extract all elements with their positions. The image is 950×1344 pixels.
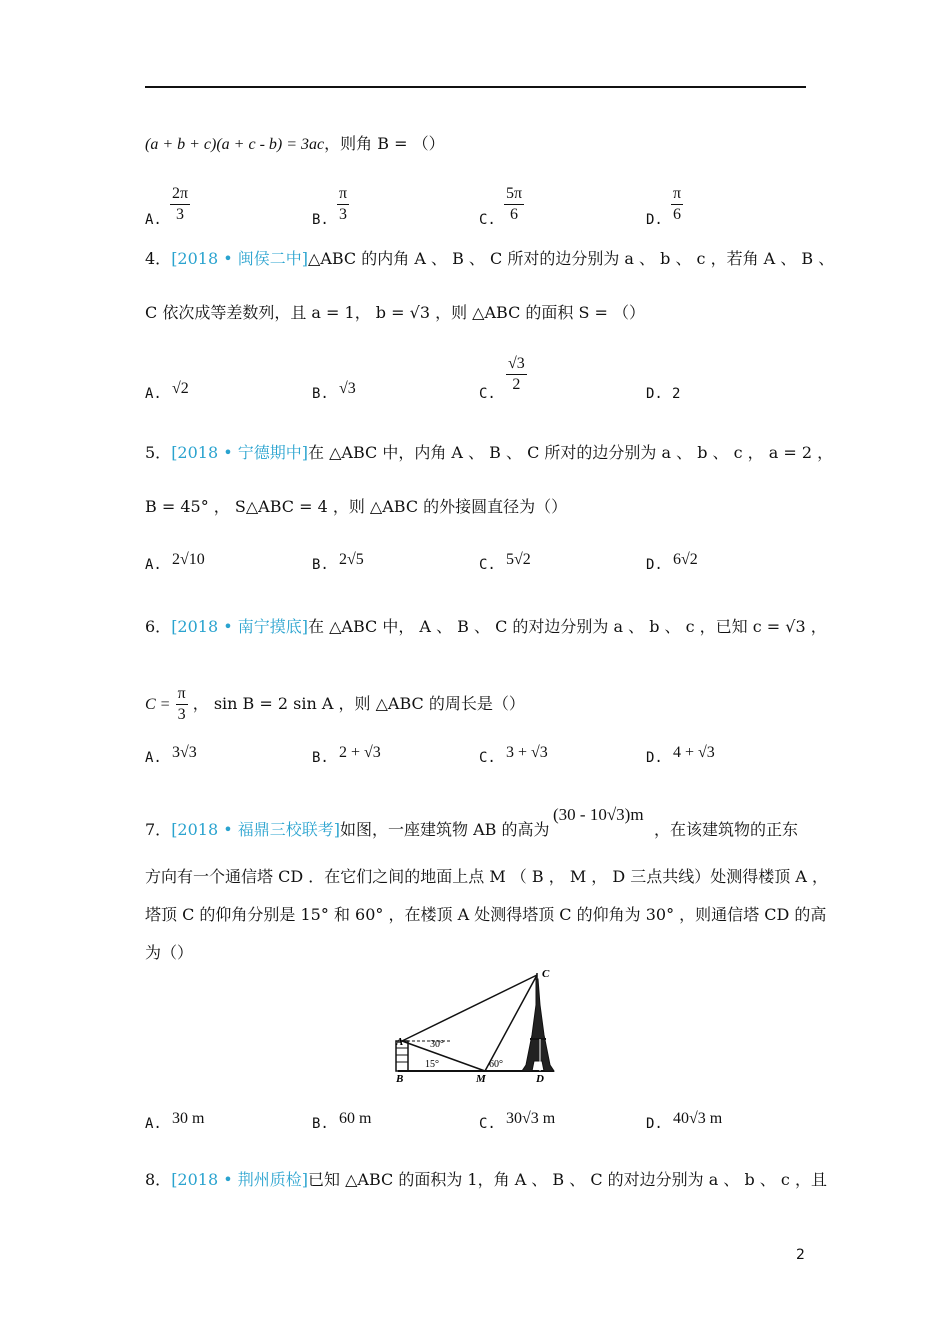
q6-option-b: 2 + √3 — [339, 744, 381, 761]
q6-number: 6． — [145, 617, 172, 636]
q3-option-b-letter: B. — [312, 212, 329, 228]
q3-option-d-letter: D. — [646, 212, 663, 228]
q6-option-a-letter: A. — [145, 750, 162, 766]
q8-line1 — [145, 1167, 827, 1190]
q4-number: 4． — [145, 249, 172, 268]
q7-height: (30 - 10√3)m — [553, 805, 644, 824]
q7-figure — [390, 965, 570, 1087]
q3-option-c-den: 6 — [510, 206, 519, 223]
q6-option-b-letter: B. — [312, 750, 329, 766]
q7-option-a-letter: A. — [145, 1116, 162, 1132]
q3-option-b-num: π — [337, 184, 349, 205]
q3-option-a-num: 2π — [170, 184, 190, 205]
q5-option-a: 2√10 — [172, 551, 205, 568]
angle-30: 30° — [430, 1039, 444, 1050]
q6-option-a: 3√3 — [172, 744, 197, 761]
header-rule — [145, 86, 806, 88]
q5-option-b-letter: B. — [312, 557, 329, 573]
q4-option-a: √2 — [172, 380, 189, 397]
q5-option-c: 5√2 — [506, 551, 531, 568]
q7-line4: 为（） — [145, 943, 194, 962]
q7-option-c-letter: C. — [479, 1116, 496, 1132]
q3-option-d-num: π — [671, 184, 683, 205]
q6-source-tag: [2018 • 南宁摸底] — [171, 617, 309, 636]
q7-line1 — [145, 817, 550, 840]
q5-line2: B = 45° ， S△ABC = 4 ，则 △ABC 的外接圆直径为（） — [145, 497, 568, 516]
q4-line1 — [145, 246, 834, 269]
q6-line1 — [145, 614, 827, 637]
angle-15: 15° — [425, 1059, 439, 1070]
q5-option-a-letter: A. — [145, 557, 162, 573]
q5-line1 — [145, 440, 833, 463]
q4-source-tag: [2018 • 闽侯二中] — [171, 249, 309, 268]
q6-option-c-letter: C. — [479, 750, 496, 766]
q4-option-c-letter: C. — [479, 386, 496, 402]
q6-c-num: π — [176, 684, 188, 705]
q6-c-label: C = — [145, 696, 171, 713]
q6-text1: 在 △ABC 中， A 、 B 、 C 的对边分别为 a 、 b 、 c ，已知 c = √3 ， — [308, 617, 827, 636]
label-d: D — [536, 1073, 544, 1085]
q4-option-b: √3 — [339, 380, 356, 397]
q7-source-tag: [2018 • 福鼎三校联考] — [171, 820, 341, 839]
label-c: C — [542, 968, 550, 980]
q8-text1: 已知 △ABC 的面积为 1，角 A 、 B 、 C 的对边分别为 a 、 b 、 c ，且 — [308, 1170, 827, 1189]
page-number: 2 — [796, 1247, 805, 1263]
q3-option-a-letter: A. — [145, 212, 162, 228]
label-a: A — [396, 1036, 404, 1048]
q5-option-b: 2√5 — [339, 551, 364, 568]
q4-option-a-letter: A. — [145, 386, 162, 402]
q4-option-c — [506, 354, 527, 395]
q8-number: 8． — [145, 1170, 172, 1189]
label-m: M — [476, 1073, 486, 1085]
q3-option-c-letter: C. — [479, 212, 496, 228]
q7-line3: 塔顶 C 的仰角分别是 15° 和 60° ，在楼顶 A 处测得塔顶 C 的仰角为 30° ，则通信塔 CD 的高 — [145, 905, 827, 924]
q7-number: 7． — [145, 820, 172, 839]
q7-option-d: 40√3 m — [673, 1110, 723, 1127]
q4-option-d-letter: D. — [646, 386, 663, 402]
q4-option-b-letter: B. — [312, 386, 329, 402]
q8-source-tag: [2018 • 荆州质检] — [171, 1170, 309, 1189]
q3-option-a — [170, 184, 190, 225]
q7-option-a: 30 m — [172, 1110, 205, 1127]
label-b: B — [396, 1073, 404, 1085]
q3-option-d — [671, 184, 683, 225]
q3-option-c — [504, 184, 524, 225]
q5-option-d: 6√2 — [673, 551, 698, 568]
q4-text1: △ABC 的内角 A 、 B 、 C 所对的边分别为 a 、 b 、 c ，若角 A 、 B 、 — [308, 249, 835, 268]
q5-source-tag: [2018 • 宁德期中] — [171, 443, 309, 462]
q5-text1: 在 △ABC 中，内角 A 、 B 、 C 所对的边分别为 a 、 b 、 c ， a = 2 ， — [308, 443, 834, 462]
q4-option-c-num: √3 — [506, 354, 527, 375]
q7-option-c: 30√3 m — [506, 1110, 556, 1127]
line-ac — [402, 975, 537, 1041]
q3-formula: (a + b + c)(a + c - b) = 3ac — [145, 136, 325, 153]
q5-option-d-letter: D. — [646, 557, 663, 573]
q5-number: 5． — [145, 443, 172, 462]
q6-option-d-letter: D. — [646, 750, 663, 766]
q3-option-a-den: 3 — [176, 206, 185, 223]
q6-option-c: 3 + √3 — [506, 744, 548, 761]
q7-option-d-letter: D. — [646, 1116, 663, 1132]
q3-option-d-den: 6 — [673, 206, 682, 223]
q4-option-c-den: 2 — [512, 376, 521, 393]
q5-option-c-letter: C. — [479, 557, 496, 573]
tower-cd — [522, 973, 554, 1071]
q3-option-b — [337, 184, 349, 225]
q3-option-b-den: 3 — [339, 206, 348, 223]
q4-option-d: 2 — [672, 386, 681, 402]
q6-text2: ， sin B = 2 sin A ，则 △ABC 的周长是（） — [192, 694, 525, 713]
q6-option-d: 4 + √3 — [673, 744, 715, 761]
q7-text1b: ，在该建筑物的正东 — [654, 820, 799, 839]
q7-option-b-letter: B. — [312, 1116, 329, 1132]
q7-line2: 方向有一个通信塔 CD ．在它们之间的地面上点 M （ B ， M ， D 三点共线）处测得楼顶 A ， — [145, 867, 829, 886]
q7-text1a: 如图，一座建筑物 AB 的高为 — [340, 820, 550, 839]
q7-option-b: 60 m — [339, 1110, 372, 1127]
q6-c-den: 3 — [177, 706, 186, 723]
q6-line2 — [145, 684, 525, 725]
q3-text: ，则角 B = （） — [324, 134, 445, 153]
angle-60: 60° — [489, 1059, 503, 1070]
q4-line2: C 依次成等差数列，且 a = 1， b = √3 ，则 △ABC 的面积 S = （） — [145, 303, 646, 322]
q3-formula-line — [145, 131, 445, 154]
q3-option-c-num: 5π — [504, 184, 524, 205]
